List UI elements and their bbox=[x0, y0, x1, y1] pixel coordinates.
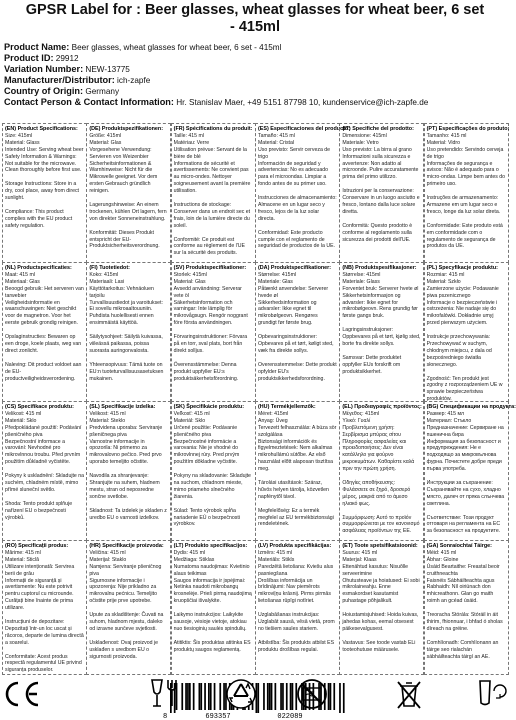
info-manufacturer bbox=[4, 75, 506, 86]
spec-heading: (SK) Špecifikácie produktu: bbox=[173, 404, 245, 410]
spec-cell-sk bbox=[171, 401, 256, 541]
spec-body: Dimensione: 415ml Materiale: Vetro Uso previsto: La birra al grano Informazioni sulla sicurezza e avvertenze: Non adatto al microonde. Pulire accuratamente prima del primo utilizzo. Istruzioni per la conservazione: Conservare in un luogo asciutto e fresco, lontano dalla luce solare diretta. Conformità: Questo prodotto è conforme al regolamento sulla sicurezza dei prodotti dell'UE. bbox=[342, 132, 420, 243]
label-title bbox=[0, 2, 510, 36]
spec-body: Koko: 415ml Materiaali: Lasi Käyttötarkoitus: Vehnäoluen tarjoilu Turvallisuustiedot ja varoitukset: Ei sovellu mikroaaltouuniin. Puhdista huolellisesti ennen ensimmäistä käyttöä. Säilytysohjeet: Säilytä kuivassa, viileässä paikassa, poissa suorasta auringonvalosta. Yhteensopivuus: Tämä tuote on EU:n tuoteturvallisuusasetuksen mukainen. bbox=[89, 271, 164, 382]
spec-cell-ga bbox=[424, 540, 509, 675]
spec-body: Size: 415ml Material: Glass Intended Use: Serving wheat beer Safety Information & Warnings: Not suitable for the microwave. Clean thoroughly before first use. Storage Instructions: Store in a dry, cool place, away from direct sunlight. Compliance: This product complies with the EU product safety regulation. bbox=[5, 132, 84, 229]
spec-body: Izmērs: 415 ml Materiāls: Stikls Paredzētā lietošana: Kviešu alus pasniegšana Drošības informācija un brīdinājumi: Nav piemērots mikroviļņu krāsnij. Pirms pirmās lietošanas rūpīgi notīriet. Uzglabāšanas instrukcijas: Uzglabāt sausā, vēsā vietā, prom no tiešiem saules stariem. Atbilstība: Šis produkts atbilst ES produktu drošības regulai. bbox=[257, 549, 335, 653]
spec-row bbox=[2, 401, 516, 541]
spec-body: Méid: 415 ml Ábhar: Gloine Úsáid Beartaithe: Freastal beoir cruithneachta Faisnéis Sábháilteachta agus Rabhaidh: Níl oiriúnach don mhicreathonn. Glan go maith roimh an gcéad úsáid. Treoracha Stórála: Stóráil in áit thirim, fhionnuar, i bhfad ó sholas díreach na gréine. Comhlíonadh: Comhlíonann an táirge seo rialachán sábháilteachta táirgí an AE. bbox=[426, 549, 503, 660]
title-line-2: - 415ml bbox=[230, 19, 280, 35]
spec-heading: (NL) Productspecificaties: bbox=[5, 265, 72, 271]
spec-cell-sl bbox=[86, 401, 171, 541]
spec-heading: (ES) Especificaciones del producto: bbox=[257, 126, 350, 132]
language-spec-grid bbox=[2, 123, 516, 675]
spec-cell-fr bbox=[171, 123, 256, 263]
info-label: Product Name: bbox=[4, 42, 70, 52]
spec-heading: (ET) Toote spetsifikatsioonid: bbox=[342, 543, 418, 549]
compliance-icons bbox=[0, 675, 510, 720]
spec-heading: (IT) Specifiche del prodotto: bbox=[342, 126, 414, 132]
spec-heading: (FI) Tuotetiedot: bbox=[89, 265, 130, 271]
spec-cell-hu bbox=[255, 401, 340, 541]
spec-heading: (SV) Produktspecifikationer: bbox=[173, 265, 247, 271]
spec-body: Maat: 415 ml Materiaal: Glas Beoogd gebruik: Het serveren van tarwebier Veiligheidsinformatie en waarschuwingen: Niet geschikt voor de magnetron. Voor het eerste gebruik grondig reinigen. Opslaginstructies: Bewaren op een droge, koele plaats, weg van direct zonlicht. Naleving: Dit product voldoet aan de EU-productveiligheidsverordening. bbox=[5, 271, 84, 382]
barcode-digit-left: 8 bbox=[163, 713, 168, 720]
spec-heading: (CS) Specifikace produktu: bbox=[5, 404, 74, 410]
info-product-name bbox=[4, 42, 506, 53]
spec-heading: (HR) Specifikacije proizvoda: bbox=[89, 543, 164, 549]
spec-body: Размер: 415 мл Материал: Стъкло Предназначение: Сервиране на пшенична бира Информация за безопасност и предупреждения: Не е подходящо за микровълнова фурна. Почистете добре преди първа употреба. Инструкции за съхранение: Съхранявайте на сухо, хладно място, далеч от пряка слънчева светлина. Съответствие: Този продукт отговаря на регламента на ЕС за безопасност на продуктите. bbox=[426, 410, 505, 535]
info-label: Contact Person & Contact Information: bbox=[4, 97, 174, 107]
barcode-digits-group1: 693357 bbox=[205, 713, 231, 720]
spec-heading: (GA) Sonraíochtaí Táirge: bbox=[426, 543, 492, 549]
spec-heading: (LV) Produkta specifikācijas: bbox=[257, 543, 332, 549]
spec-cell-cs bbox=[2, 401, 87, 541]
spec-body: Tamanho: 415 ml Material: Vidro Uso pretendido: Servindo cerveja de trigo Informações de segurança e avisos: Não é adequado para o micro-ondas. Limpe bem antes do primeiro uso. Instruções de armazenamento: Armazene em um lugar seco e fresco, longe da luz solar direta. Conformidade: Este produto está em conformidade com o regulamento de segurança de produtos da UE. bbox=[426, 132, 506, 250]
info-value: Beer glasses, wheat glasses for wheat beer, 6 set - 415ml bbox=[69, 43, 282, 52]
info-variation-number bbox=[4, 64, 506, 75]
info-value: ich-zapfe bbox=[114, 76, 151, 85]
info-contact bbox=[4, 97, 506, 108]
spec-cell-el bbox=[339, 401, 424, 541]
info-product-id bbox=[4, 53, 506, 64]
product-info-block bbox=[4, 42, 506, 108]
spec-cell-et bbox=[339, 540, 424, 675]
title-line-1: GPSR Label for : Beer glasses, wheat glasses for wheat beer, 6 set bbox=[25, 2, 485, 18]
spec-heading: (FR) Spécifications du produit: bbox=[173, 126, 253, 132]
spec-body: Méret: 415ml Anyag: Üveg Tervezett felhasználás: A búza sör szolgálása Biztonsági információk és figyelmeztetések: Nem alkalmas mikrohullámú sütőbe. Az első használat előtt alaposan tisztítsa meg. Tárolási utasítások: Száraz, hűvös helyen tárolja, közvetlen napfénytől távol. Megfelelőség: Ez a termék megfelel az EU termékbiztonsági rendeletének. bbox=[257, 410, 337, 528]
info-value: NEW-13775 bbox=[83, 65, 130, 74]
spec-body: Dydis: 415 ml Medžiaga: Stiklas Numatoma naudojimas: Kvietinio alaus teikimas Saugos informacija ir įspėjimai: Netinka naudoti mikrobangų krosnelėje. Prieš pirmą naudojimą kruopščiai išvalykite. Laikymo instrukcijos: Laikykite sausoje, vėsioje vietoje, atokiau nuo tiesioginių saulės spindulių. Atitiktis: Šis produktas atitinka ES produktų saugos reglamentą. bbox=[173, 549, 252, 653]
spec-row bbox=[2, 123, 508, 263]
info-label: Variation Number: bbox=[4, 64, 84, 74]
spec-body: Størrelse: 415ml Materiale: Glas Påtænkt anvendelse: Serverer hvede øl Sikkerhedsinformation og advarsler: Ikke egnet til mikrobølgeovn. Rengøres grundigt før første brug. Opbevaringsinstruktioner: Opbevares på et tørt, køligt sted, væk fra direkte sollys. Overensstemmelse: Dette produkt opfylder EU's produktsikkerhedsforordning. bbox=[257, 271, 337, 382]
spec-body: Taille: 415 ml Matériau: Verre Utilisation prévue: Servant de la bière de blé Informations de sécurité et avertissements: Ne convient pas au micro-ondes. Nettoyer soigneusement avant la première utilisation. Instructions de stockage: Conserver dans un endroit sec et frais, loin de la lumière directe du soleil. Conformité: Ce produit est conforme au règlement de l'UE sur la sécurité des produits. bbox=[173, 132, 251, 257]
spec-cell-lv bbox=[255, 540, 340, 675]
spec-cell-pt bbox=[424, 123, 509, 263]
spec-heading: (HU) Termékjellemzők: bbox=[257, 404, 316, 410]
spec-heading: (EL) Προδιαγραφές προϊόντος: bbox=[342, 404, 422, 410]
spec-cell-nb bbox=[339, 262, 424, 402]
spec-cell-pl bbox=[424, 262, 509, 402]
spec-body: Suurus: 415 ml Materjal: Klaas Ettenähtud kasutus: Nisuõlle serveerimine Ohutusteave ja hoiatused: Ei sobi mikrolaineahju. Enne esmakordset kasutamist puhastage põhjalikult. Hoiustamisjuhised: Hoida kuivas, jahedas kohas, eemal otsesest päikesevalgusest. Vastavus: See toode vastab ELi tooteohutuse määrusele. bbox=[342, 549, 420, 653]
spec-body: Rozmiar: 415 ml Materiał: Szkło Zamierzone użycie: Podawanie piwa pszenicznego Informacje o bezpieczeństwie i ostrzeżenia: Nie nadaje się do mikrofalówki. Dokładnie umyj przed pierwszym użyciem. Instrukcje przechowywania: Przechowywać w suchym, chłodnym miejscu, z dala od bezpośredniego światła słonecznego. Zgodność: Ten produkt jest zgodny z rozporządzeniem UE w sprawie bezpieczeństwa produktów. bbox=[426, 271, 503, 403]
spec-heading: (EN) Product Specifications: bbox=[5, 126, 78, 132]
spec-heading: (PL) Specyfikacje produktu: bbox=[426, 265, 498, 271]
spec-cell-lt bbox=[171, 540, 256, 675]
spec-heading: (LT) Produkto specifikacijos: bbox=[173, 543, 248, 549]
spec-cell-da bbox=[255, 262, 340, 402]
info-value: Hr. Stanislav Maer, +49 5151 87798 10, kundenservice@ich-zapfe.de bbox=[173, 98, 429, 107]
ce-mark-icon bbox=[7, 683, 38, 705]
barcode-digits-group2: 022089 bbox=[277, 713, 303, 720]
spec-body: Storlek: 415ml Material: Glas Avsedd användning: Serverar vete öl Säkerhetsinformation och varningar: Inte lämplig för mikrovågsugn. Rengör noggrant före första användningen. Förvaringsinstruktioner: Förvara på en torr, sval plats, bort från direkt solljus. Överensstämmelse: Denna produkt uppfyller EU:s produktsäkerhetsförordning. bbox=[173, 271, 248, 382]
spec-heading: (RO) Specificații produs: bbox=[5, 543, 69, 549]
spec-body: Veličina: 415 ml Materijal: Staklo Namjena: Serviranje pšeničnog piva Sigurnosne informacije i upozorenja: Nije prikladno za mikrovalnu pećnicu. Temeljito očistite prije prve upotrebe. Upute za skladištenje: Čuvati na suhom, hladnom mjestu, daleko od izravne sunčeve svjetlosti. Usklađenost: Ovaj proizvod je usklađen s uredbom EU o sigurnosti proizvoda. bbox=[89, 549, 164, 660]
spec-cell-de bbox=[86, 123, 171, 263]
info-value: Germany bbox=[83, 87, 120, 96]
spec-cell-fi bbox=[86, 262, 171, 402]
spec-cell-sv bbox=[171, 262, 256, 402]
spec-heading: (NB) Produktspesifikasjoner: bbox=[342, 265, 417, 271]
spec-body: Veľkosť: 415 ml Materiál: Sklo Určené použitie: Podávanie pšeničného piva Bezpečnostné informácie a varovania: Nie je vhodné do mikrovlnnej rúry. Pred prvým použitím dôkladne vyčistite. Pokyny na skladovanie: Skladujte na suchom, chladnom mieste, mimo priameho slnečného žiarenia. Súlad: Tento výrobok spĺňa nariadenie EÚ o bezpečnosti výrobkov. bbox=[173, 410, 251, 528]
spec-row bbox=[2, 262, 508, 402]
spec-cell-it bbox=[339, 123, 424, 263]
recycle-arrows-icon bbox=[227, 680, 255, 708]
spec-heading: (BG) Спецификации на продукта: bbox=[426, 404, 516, 410]
spec-cell-es bbox=[255, 123, 350, 263]
info-value: 29912 bbox=[53, 54, 79, 63]
spec-body: Größe: 415ml Material: Glas Vorgesehene Verwendung: Servieren von Weizenbier Sicherheitsinformationen & Warnhinweise: Nicht für die Mikrowelle geeignet. Vor dem ersten Gebrauch gründlich reinigen. Lagerungshinweise: An einem trockenen, kühlen Ort lagern, fern von direkter Sonneneinstrahlung. Konformität: Dieses Produkt entspricht der EU-Produktsicherheitsverordnung. bbox=[89, 132, 167, 250]
spec-row bbox=[2, 540, 508, 675]
spec-cell-en bbox=[2, 123, 87, 263]
glass-fork-food-safe-icon bbox=[152, 680, 176, 706]
spec-heading: (SL) Specifikacije izdelka: bbox=[89, 404, 156, 410]
spec-body: Tamaño: 415 ml Material: Cristal Uso previsto: Servir cerveza de trigo Información de seguridad y advertencias: No es adecuado para el microondas. Limpiar a fondo antes de su primer uso. Instrucciones de almacenamiento: Almacene en un lugar seco y fresco, lejos de la luz solar directa. Conformidad: Este producto cumple con el reglamento de seguridad de productos de la UE. bbox=[257, 132, 337, 250]
spec-cell-bg bbox=[424, 401, 516, 541]
glass-recycle-icon bbox=[480, 681, 506, 705]
info-label: Product ID: bbox=[4, 53, 54, 63]
info-label: Manufacturer/Distributor: bbox=[4, 75, 115, 85]
spec-cell-nl bbox=[2, 262, 87, 402]
spec-body: Størrelse: 415ml Materiale: Glass Forventet bruk: Serverer hvete øl Sikkerhetsinformasjon og advarsler: Ikke egnet for mikrobølgeovn. Rens grundig før første gangs bruk. Lagringsinstruksjoner: Oppbevares på et tørt, kjølig sted, borte fra direkte sollys. Samsvar: Dette produktet oppfyller EUs forskrift om produktsikkerhet. bbox=[342, 271, 421, 375]
spec-cell-hr bbox=[86, 540, 171, 675]
spec-heading: (DA) Produktspecifikationer: bbox=[257, 265, 332, 271]
spec-cell-ro bbox=[2, 540, 87, 675]
spec-body: Velikost: 415 ml Materiál: Sklo Předpokládané použití: Podávání pšeničného piva Bezpečnostní informace a varování: Nevhodné pro mikrovlnnou troubu. Před prvním použitím důkladně vyčistěte. Pokyny k uskladnění: Skladujte na suchém, chladném místě, mimo přímé sluneční světlo. Shoda: Tento produkt splňuje nařízení EU o bezpečnosti výrobků. bbox=[5, 410, 85, 521]
spec-body: Velikost: 415 ml Material: Steklo Predvidena uporaba: Serviranje pšeničnega piva Varnostne informacije in opozorila: Ni primerno za mikrovalovno pečico. Pred prvo uporabo temeljito očistite. Navodila za shranjevanje: Shranjujte na suhem, hladnem mestu, stran od neposredne sončne svetlobe. Skladnost: Ta izdelek je skladen z uredbo EU o varnosti izdelkov. bbox=[89, 410, 167, 521]
spec-heading: (DE) Produktspezifikationen: bbox=[89, 126, 164, 132]
spec-body: Mărime: 415 ml Material: Sticlă Utilizare intenționată: Servirea berii de grâu Informații de siguranță și avertismente: Nu este potrivit pentru cuptorul cu microunde. Curățați bine înainte de prima utilizare. Instrucțiuni de depozitare: Depozitați într-un loc uscat și răcoros, departe de lumina directă a soarelui. Conformitate: Acest produs respectă regulamentul UE privind siguranța produselor. bbox=[5, 549, 84, 674]
info-country-of-origin bbox=[4, 86, 506, 97]
spec-heading: (PT) Especificações do produto: bbox=[426, 126, 510, 132]
info-label: Country of Origin: bbox=[4, 86, 84, 96]
spec-body: Μέγεθος: 415ml Υλικό: Γυαλί Προβλεπόμενη χρήση: Σερβίρισμα μπύρας σίτου Πληροφορίες ασφαλείας και προειδοποιήσεις: Δεν είναι κατάλληλο για φούρνο μικροκυμάτων. Καθαρίστε καλά πριν την πρώτη χρήση. Οδηγίες αποθήκευσης: Φυλάσσετε σε ξηρό, δροσερό μέρος, μακριά από το άμεσο ηλιακό φως. Συμμόρφωση: Αυτό το προϊόν συμμορφώνεται με τον κανονισμό ασφάλειας προϊόντων της ΕΕ. bbox=[342, 410, 420, 535]
weee-crossed-bin-icon bbox=[398, 682, 420, 708]
no-microwave-icon bbox=[298, 680, 326, 708]
